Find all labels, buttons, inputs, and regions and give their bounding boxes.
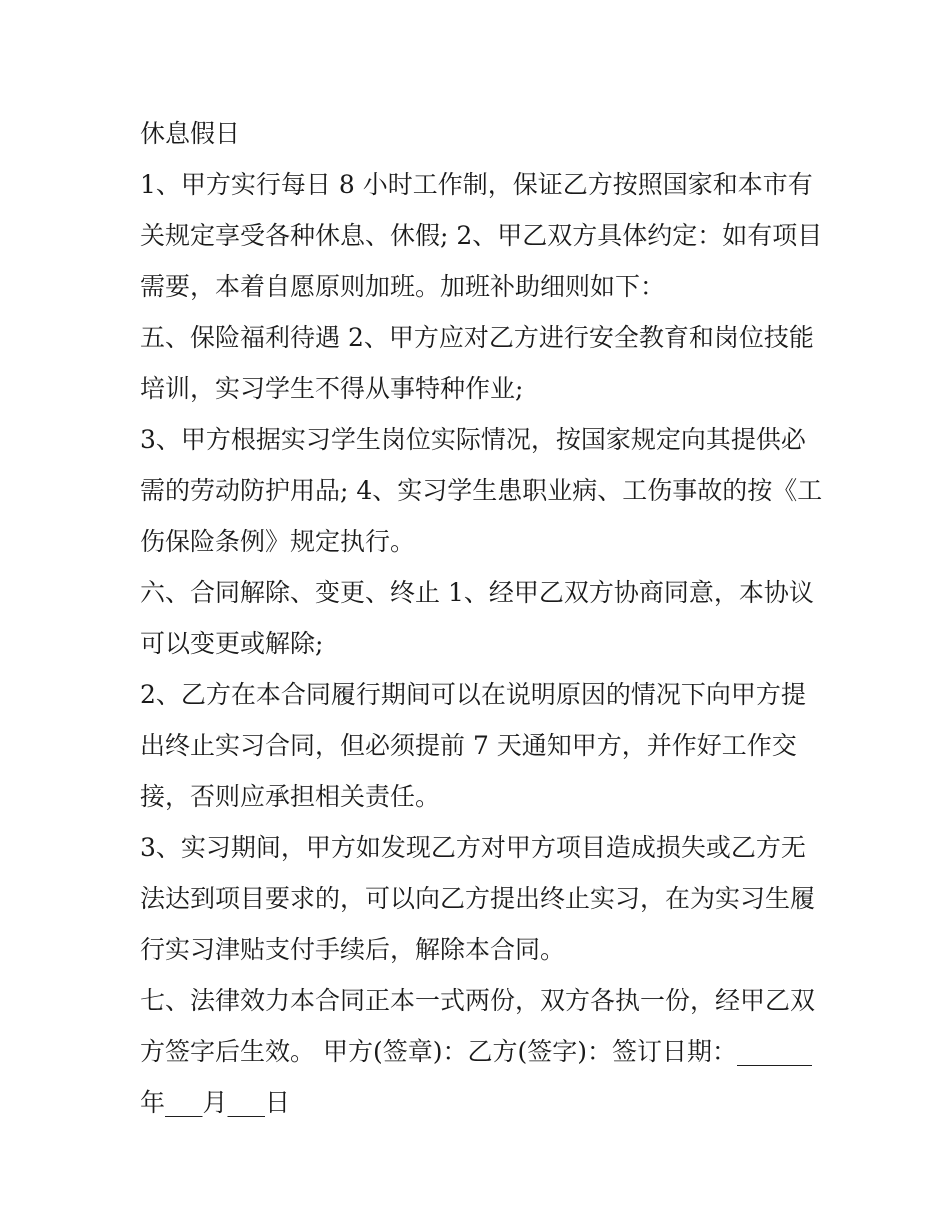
text-line: 法达到项目要求的，可以向乙方提出终止实习，在为实习生履 xyxy=(140,884,816,913)
text-line: 3、甲方根据实习学生岗位实际情况，按国家规定向其提供必 xyxy=(140,425,806,454)
text-line: 接，否则应承担相关责任。 xyxy=(140,782,441,811)
document-body xyxy=(140,108,823,1128)
text-line: 3、实习期间，甲方如发现乙方对甲方项目造成损失或乙方无 xyxy=(140,833,806,862)
text-line: 休息假日 xyxy=(140,119,241,148)
text-line: 方签字后生效。 甲方(签章)：乙方(签字)：签订日期：______ xyxy=(140,1037,812,1066)
text-line: 需要，本着自愿原则加班。加班补助细则如下： xyxy=(140,272,666,301)
text-line: 出终止实习合同，但必须提前 7 天通知甲方，并作好工作交 xyxy=(140,731,797,760)
text-line: 年___月___日 xyxy=(140,1088,291,1117)
text-line: 可以变更或解除; xyxy=(140,629,324,658)
text-line: 需的劳动防护用品; 4、实习学生患职业病、工伤事故的按《工 xyxy=(140,476,823,505)
text-line: 2、乙方在本合同履行期间可以在说明原因的情况下向甲方提 xyxy=(140,680,806,709)
text-line: 七、法律效力本合同正本一式两份，双方各执一份，经甲乙双 xyxy=(140,986,816,1015)
text-line: 五、保险福利待遇 2、甲方应对乙方进行安全教育和岗位技能 xyxy=(140,323,814,352)
text-line: 关规定享受各种休息、休假; 2、甲乙双方具体约定：如有项目 xyxy=(140,221,823,250)
text-line: 伤保险条例》规定执行。 xyxy=(140,527,416,556)
text-line: 六、合同解除、变更、终止 1、经甲乙双方协商同意，本协议 xyxy=(140,578,814,607)
text-line: 行实习津贴支付手续后，解除本合同。 xyxy=(140,935,566,964)
text-line: 1、甲方实行每日 8 小时工作制，保证乙方按照国家和本市有 xyxy=(140,170,813,199)
text-line: 培训，实习学生不得从事特种作业; xyxy=(140,374,524,403)
